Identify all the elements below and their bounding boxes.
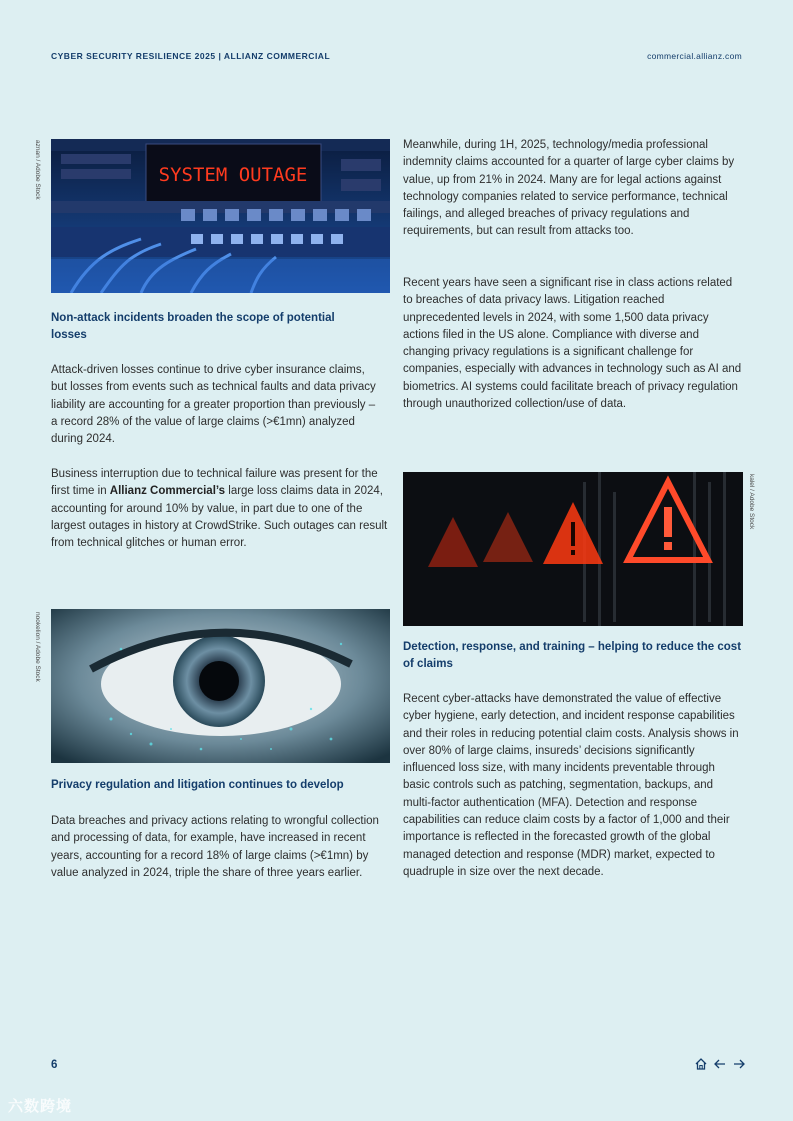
photo-credit-1: aznan / Adobe Stock xyxy=(34,140,41,200)
paragraph-attack-driven-losses: Attack-driven losses continue to drive cyber insurance claims, but losses from events such as technical faults and data privacy liability are accounting for a greater proportion than previously – a record 28% of the value of large claims (>€1mn) analyzed during 2024. xyxy=(51,364,376,446)
arrow-right-icon[interactable] xyxy=(732,1057,746,1071)
arrow-left-icon[interactable] xyxy=(713,1057,727,1071)
eye-photo xyxy=(51,609,390,763)
allianz-commercial-bold: Allianz Commercial’s xyxy=(109,485,226,498)
page-number: 6 xyxy=(51,1059,58,1071)
server-outage-photo xyxy=(51,139,390,293)
home-icon[interactable] xyxy=(694,1057,708,1071)
paragraph-business-interruption xyxy=(51,466,391,552)
footer-navigation xyxy=(694,1057,746,1071)
section-heading-privacy-regulation: Privacy regulation and litigation continues to develop xyxy=(51,779,344,791)
header-url-link[interactable]: commercial.allianz.com xyxy=(647,51,742,61)
warning-signs-photo xyxy=(403,472,743,626)
outage-display-text: SYSTEM OUTAGE xyxy=(158,164,308,186)
paragraph-class-actions: Recent years have seen a significant rise in class actions related to breaches of data privacy laws. Litigation reached unprecedented levels in 2024, with some 1,500 data privacy actions filed in the US alone. Compliance with diverse and changing privacy regulations is a significant challenge for companies, especially with advances in technology such as AI and biometrics. AI systems could facilitate breach of privacy regulation through unauthorized collection/use of data. xyxy=(403,277,742,411)
section-heading-non-attack: Non-attack incidents broaden the scope of potential losses xyxy=(51,312,335,341)
photo-credit-2: nookelion / Adobe Stock xyxy=(34,612,41,682)
photo-credit-3: kalel / Adobe Stock xyxy=(748,474,755,530)
watermark-text: 六数跨境 xyxy=(8,1098,73,1115)
paragraph-data-breaches: Data breaches and privacy actions relating to wrongful collection and processing of data, for example, have increased in recent years, accounting for a record 18% of large claims (>€1mn) by value analyzed in 2024, triple the share of three years earlier. xyxy=(51,815,379,879)
running-header-title: CYBER SECURITY RESILIENCE 2025 | ALLIANZ COMMERCIAL xyxy=(51,51,331,61)
para2-text-a: Business interruption due to technical failure was present for the first time in xyxy=(51,468,378,498)
section-heading-detection-response: Detection, response, and training – helping to reduce the cost of claims xyxy=(403,641,742,670)
paragraph-cyber-hygiene: Recent cyber-attacks have demonstrated the value of effective cyber hygiene, early detection, and incident response capabilities and their roles in reducing potential claim costs. Analysis shows in over 80% of large claims, insureds’ decisions significantly influenced loss size, with many incidents preventable through basic controls such as patching, segmentation, backups, and multi-factor authentication (MFA). Detection and response capabilities can reduce claim costs by a factor of 1,000 and their importance is reflected in the forecasted growth of the global managed detection and response (MDR) market, expected to quadruple in size over the next decade. xyxy=(403,693,739,878)
paragraph-tech-media-claims: Meanwhile, during 1H, 2025, technology/media professional indemnity claims accounted for a quarter of large cyber claims by value, up from 21% in 2024. Many are for legal actions against technology companies related to service performance, technical failings, and alleged breaches of privacy regulations and requirements, but can result from attacks too. xyxy=(403,139,735,238)
para2-text-b: large loss claims data in 2024, accounting for around 10% by value, in part due to one of the largest outages in history at CrowdStrike. Such outages can result from technical glitches or human error. xyxy=(51,485,388,550)
